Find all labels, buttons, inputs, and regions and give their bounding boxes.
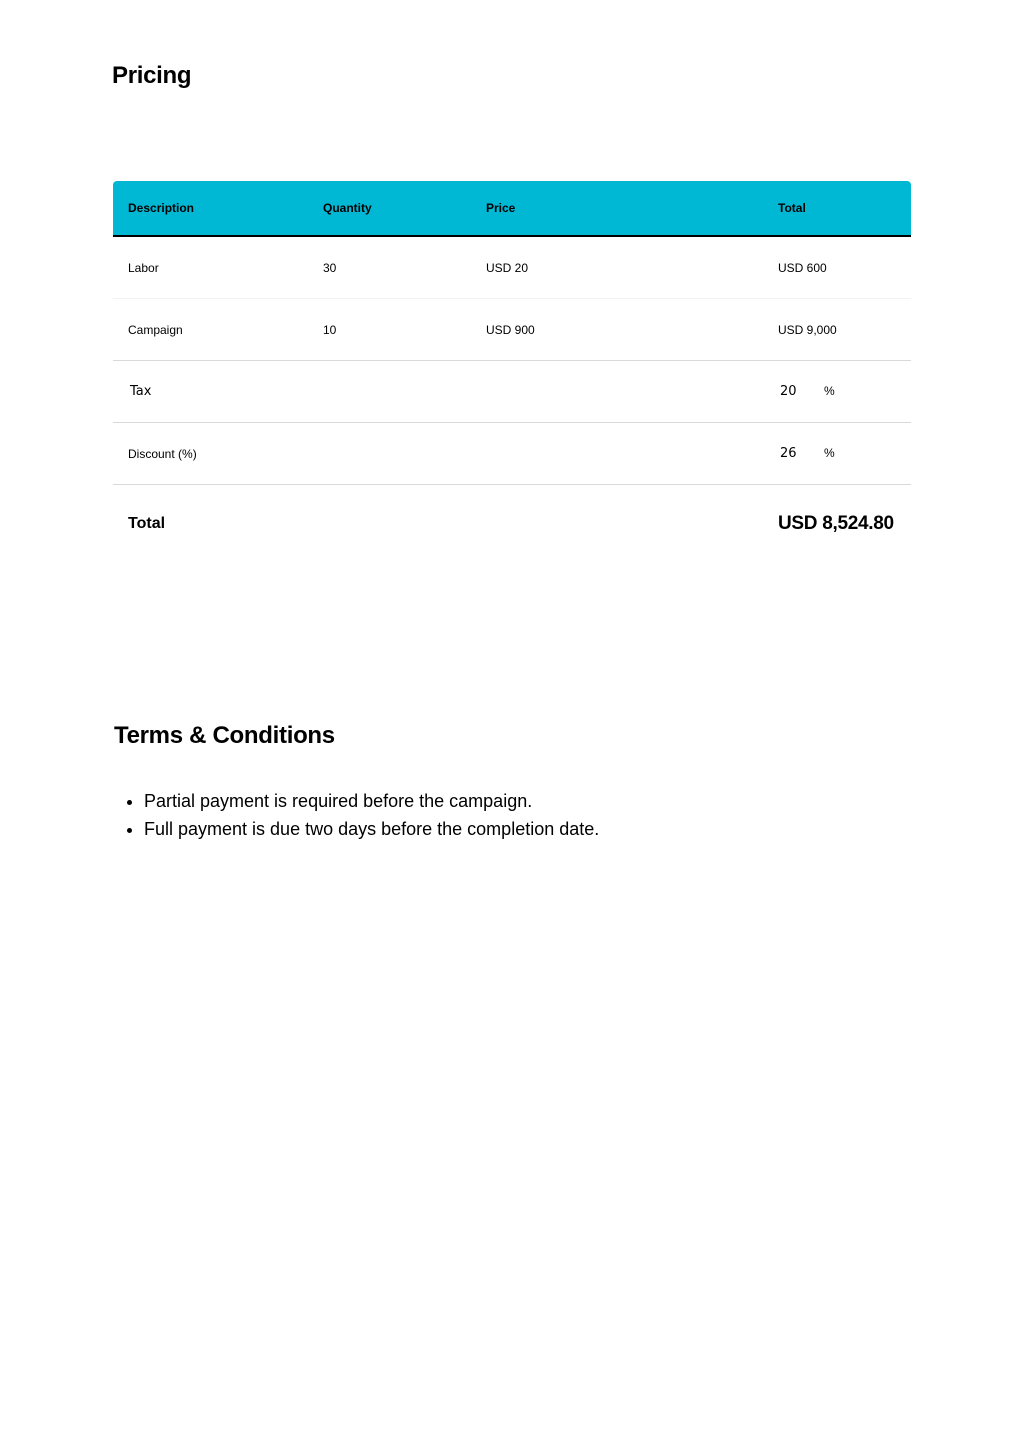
terms-list — [144, 787, 599, 843]
item-description: Labor — [113, 236, 308, 299]
discount-value: 26 — [780, 446, 797, 461]
table-row — [113, 299, 911, 361]
terms-title: Terms & Conditions — [114, 722, 335, 749]
pricing-table — [113, 181, 911, 563]
tax-value: 20 — [780, 384, 797, 399]
header-quantity: Quantity — [308, 181, 471, 236]
table-row — [113, 236, 911, 299]
item-quantity: 10 — [308, 299, 471, 361]
item-description: Campaign — [113, 299, 308, 361]
item-total: USD 9,000 — [763, 299, 911, 361]
discount-label: Discount (%) — [128, 446, 197, 461]
tax-unit: % — [824, 384, 835, 398]
grand-total-value: USD 8,524.80 — [778, 513, 894, 534]
pricing-title: Pricing — [112, 62, 192, 89]
item-total: USD 600 — [763, 236, 911, 299]
list-item: • Full payment is due two days before the completion date. — [144, 815, 599, 843]
discount-row — [113, 423, 911, 485]
grand-total-row — [113, 485, 911, 564]
item-price: USD 20 — [471, 236, 763, 299]
header-description: Description — [113, 181, 308, 236]
item-quantity: 30 — [308, 236, 471, 299]
tax-label: Tax — [130, 384, 152, 399]
grand-total-label: Total — [128, 515, 166, 532]
discount-unit: % — [824, 446, 835, 460]
tax-row — [113, 361, 911, 423]
header-total: Total — [763, 181, 911, 236]
table-header-row — [113, 181, 911, 236]
list-item: • Partial payment is required before the campaign. — [144, 787, 599, 815]
item-price: USD 900 — [471, 299, 763, 361]
header-price: Price — [471, 181, 763, 236]
